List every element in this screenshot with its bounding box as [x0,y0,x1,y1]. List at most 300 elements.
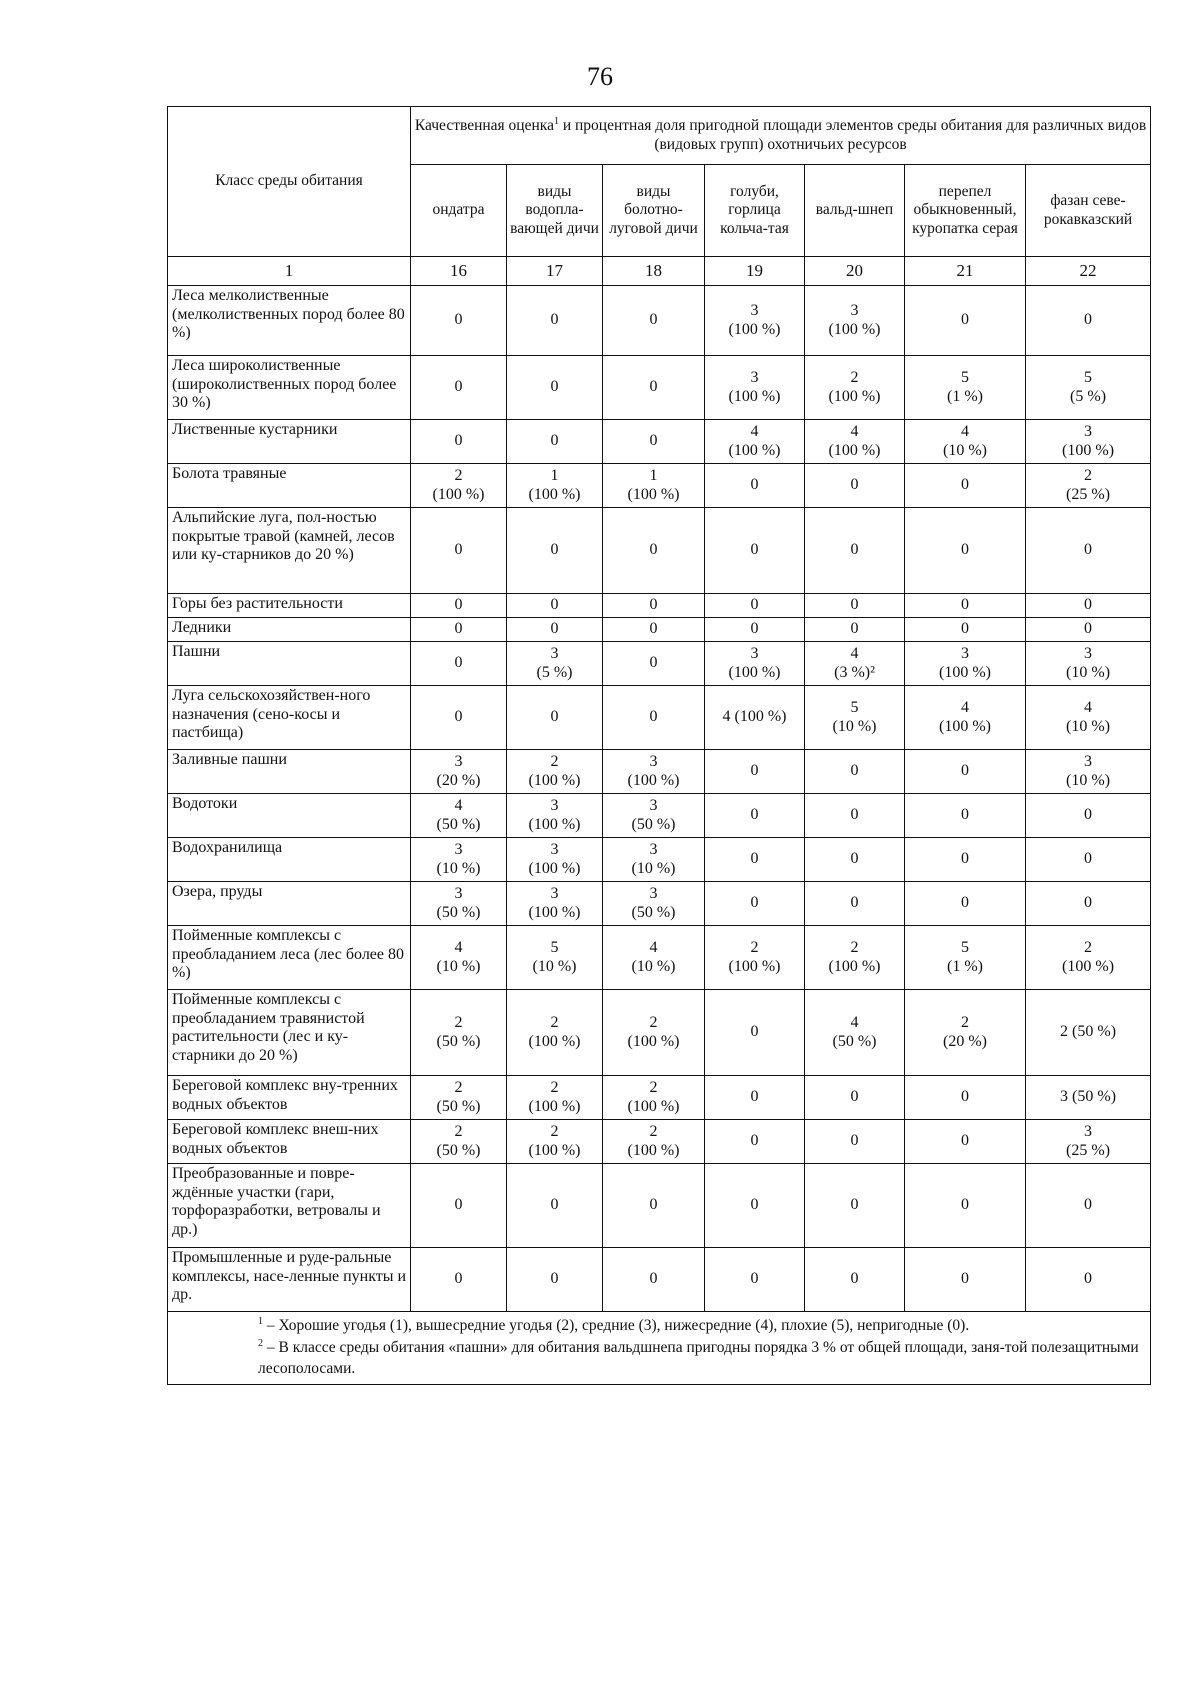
quality-score: 0 [850,596,859,614]
assessment-cell [411,926,507,990]
quality-score: 0 [961,311,969,329]
suitable-area-percent: (50 %) [436,1097,481,1115]
assessment-cell [705,1120,805,1164]
assessment-cell [411,286,507,356]
assessment-cell [705,686,805,750]
quality-score: 0 [850,1088,859,1106]
assessment-cell [1026,1076,1151,1120]
assessment-cell [411,686,507,750]
assessment-cell [603,1120,705,1164]
assessment-cell [805,420,905,464]
assessment-cell [603,1076,705,1120]
assessment-cell [705,508,805,594]
assessment-cell [507,1164,603,1248]
quality-score: 3 [550,840,559,858]
suitable-area-percent: (100 %) [728,441,781,459]
column-number: 16 [411,257,507,286]
quality-score: 0 [454,378,463,396]
assessment-cell [1026,990,1151,1076]
habitat-class-name: Ледники [168,618,411,642]
quality-score: 0 [454,596,463,614]
quality-score: 0 [750,762,759,780]
quality-score: 0 [649,708,658,726]
column-number: 1 [168,257,411,286]
assessment-cell [905,420,1026,464]
assessment-cell [411,1248,507,1312]
assessment-cell [705,750,805,794]
quality-score: 0 [750,476,759,494]
quality-score: 0 [961,596,969,614]
suitable-area-percent: (10 %) [943,441,987,459]
quality-score: 3 [649,884,658,902]
table-row [168,686,1151,750]
quality-score: 0 [649,378,658,396]
table-row [168,926,1151,990]
suitable-area-percent: (100 %) [828,441,881,459]
quality-score: 0 [750,806,759,824]
quality-score: 2 [550,752,559,770]
quality-score: 4 [1084,698,1093,716]
assessment-cell [705,926,805,990]
assessment-cell [507,1248,603,1312]
habitat-class-name: Горы без растительности [168,594,411,618]
suitable-area-percent: (50 %) [436,1141,481,1159]
suitable-area-percent: (10 %) [436,957,481,975]
assessment-cell [411,464,507,508]
suitable-area-percent: (100 %) [728,320,781,338]
quality-score: 0 [750,1270,759,1288]
suitable-area-percent: (10 %) [631,859,676,877]
suitable-area-percent: (100 %) [1062,441,1115,459]
quality-score: 0 [454,432,463,450]
suitable-area-percent: (10 %) [631,957,676,975]
suitable-area-percent: (100 %) [528,771,581,789]
quality-score: 0 [550,1270,559,1288]
quality-score: 0 [750,541,759,559]
assessment-cell [1026,420,1151,464]
quality-score: 0 [961,1196,969,1214]
assessment-cell [905,686,1026,750]
quality-score: 0 [750,1023,759,1041]
class-column-label: Класс среды обитания [215,172,363,190]
quality-score: 2 [649,1013,658,1031]
suitable-area-percent: (10 %) [832,717,877,735]
suitable-area-percent: (10 %) [1066,771,1111,789]
assessment-cell [411,838,507,882]
quality-score: 0 [649,1196,658,1214]
suitable-area-percent: (100 %) [939,717,991,735]
quality-score: 0 [1084,850,1093,868]
assessment-cell [1026,794,1151,838]
quality-score: 0 [850,850,859,868]
quality-score: 0 [454,1270,463,1288]
table-row [168,1076,1151,1120]
table-row [168,1120,1151,1164]
assessment-cell [805,464,905,508]
assessment-cell [1026,1248,1151,1312]
assessment-cell [705,464,805,508]
assessment-cell [603,594,705,618]
suitable-area-percent: (50 %) [631,815,676,833]
species-header: вальд-шнеп [805,165,905,257]
habitat-assessment-table [167,106,1151,1385]
quality-score: 0 [1084,1196,1093,1214]
quality-score: 2 [550,1013,559,1031]
assessment-cell [603,464,705,508]
habitat-class-name: Леса мелколиственные (мелколиственных пород более 80 %) [168,286,411,356]
assessment-cell [507,926,603,990]
suitable-area-percent: (100 %) [828,387,881,405]
assessment-cell [507,356,603,420]
quality-score: 0 [649,654,658,672]
assessment-cell [705,1248,805,1312]
suitable-area-percent: (25 %) [1066,485,1111,503]
assessment-cell [603,926,705,990]
suitable-area-percent: (5 %) [1070,387,1107,405]
quality-score: 0 [961,762,969,780]
suitable-area-percent: (5 %) [536,663,573,681]
table-row [168,1164,1151,1248]
assessment-cell [411,1076,507,1120]
assessment-cell [705,794,805,838]
table-row [168,794,1151,838]
footnote-1: $^1$ – Хорошие угодья (1), вышесредние угодья (2), средние (3), нижесредние (4), плохие (5), непригодные (0). [258,1315,970,1334]
suitable-area-percent: (10 %) [436,859,481,877]
table-row [168,356,1151,420]
quality-score: 0 [961,1132,969,1150]
assessment-cell [1026,618,1151,642]
quality-score: 3 [750,368,759,386]
quality-score: 0 [850,1196,859,1214]
quality-score: 0 [961,1088,969,1106]
assessment-cell [603,990,705,1076]
assessment-cell [1026,882,1151,926]
quality-score: 4 [850,422,859,440]
page-number: 76 [587,62,613,91]
quality-score: 0 [850,806,859,824]
footnotes [168,1312,1151,1385]
quality-score: 2 [454,1078,463,1096]
assessment-cell [603,286,705,356]
quality-score: 0 [649,311,658,329]
quality-score: 3 [454,840,463,858]
quality-score: 0 [550,541,559,559]
quality-score: 2 (50 %) [1060,1023,1117,1041]
quality-score: 0 [850,476,859,494]
quality-score: 0 [850,894,859,912]
suitable-area-percent: (100 %) [528,1032,581,1050]
assessment-cell [603,794,705,838]
class-column-header [168,107,411,257]
assessment-cell [411,356,507,420]
assessment-cell [1026,1164,1151,1248]
quality-score: 3 [850,301,859,319]
assessment-cell [805,618,905,642]
quality-score: 0 [550,620,559,638]
assessment-cell [507,838,603,882]
assessment-cell [507,1076,603,1120]
quality-score: 3 [550,796,559,814]
table-row [168,594,1151,618]
quality-score: 0 [750,894,759,912]
assessment-cell [805,1248,905,1312]
assessment-cell [507,594,603,618]
quality-score: 4 [850,644,859,662]
assessment-cell [805,642,905,686]
quality-score: 2 [1084,938,1093,956]
assessment-cell [603,1248,705,1312]
suitable-area-percent: (100 %) [528,1141,581,1159]
quality-score: 2 [454,1013,463,1031]
habitat-class-name: Береговой комплекс внеш-них водных объектов [168,1120,411,1164]
habitat-table-wrapper [167,106,1150,1385]
assessment-cell [1026,642,1151,686]
assessment-cell [507,990,603,1076]
assessment-cell [411,420,507,464]
suitable-area-percent: (20 %) [943,1032,987,1050]
assessment-cell [411,794,507,838]
assessment-cell [603,838,705,882]
quality-score: 0 [750,620,759,638]
assessment-cell [411,618,507,642]
quality-score: 0 [649,432,658,450]
assessment-cell [705,594,805,618]
suitable-area-percent: (50 %) [832,1032,877,1050]
quality-score: 0 [961,894,969,912]
quality-score: 3 [550,644,559,662]
habitat-class-name: Лиственные кустарники [168,420,411,464]
assessment-cell [1026,594,1151,618]
table-row [168,286,1151,356]
table-row [168,464,1151,508]
quality-score: 3 [454,884,463,902]
habitat-class-name: Пойменные комплексы с преобладанием травянистой растительности (лес и ку-старники до 20 %) [168,990,411,1076]
assessment-cell [507,286,603,356]
suitable-area-percent: (100 %) [528,859,581,877]
assessment-cell [905,642,1026,686]
species-header: голуби, горлица кольча-тая [705,165,805,257]
quality-score: 0 [750,1132,759,1150]
quality-score: 0 [454,654,463,672]
quality-score: 1 [550,466,559,484]
column-number: 19 [705,257,805,286]
quality-score: 0 [1084,806,1093,824]
suitable-area-percent: (100 %) [528,1097,581,1115]
habitat-class-name: Альпийские луга, пол-ностью покрытые травой (камней, лесов или ку-старников до 20 %) [168,508,411,594]
quality-score: 0 [454,541,463,559]
assessment-cell [603,1164,705,1248]
group-title-footnote-mark: 1 [553,116,559,128]
table-row [168,618,1151,642]
quality-score: 4 (100 %) [722,708,787,726]
assessment-cell [805,594,905,618]
quality-score: 0 [750,850,759,868]
quality-score: 1 [649,466,658,484]
assessment-cell [411,990,507,1076]
suitable-area-percent: (50 %) [436,1032,481,1050]
quality-score: 0 [850,762,859,780]
suitable-area-percent: (50 %) [436,815,481,833]
species-header: перепел обыкновенный, куропатка серая [905,165,1026,257]
suitable-area-percent: (100 %) [828,320,881,338]
suitable-area-percent: (100 %) [828,957,881,975]
habitat-class-name: Береговой комплекс вну-тренних водных объектов [168,1076,411,1120]
assessment-cell [1026,686,1151,750]
quality-score: 0 [850,541,859,559]
assessment-cell [905,926,1026,990]
quality-score: 3 [1084,1122,1093,1140]
assessment-cell [705,642,805,686]
quality-score: 3 (50 %) [1060,1088,1117,1106]
quality-score: 0 [649,541,658,559]
habitat-class-name: Болота травяные [168,464,411,508]
table-row [168,642,1151,686]
quality-score: 0 [750,596,759,614]
quality-score: 5 [850,698,859,716]
quality-score: 0 [961,620,969,638]
assessment-cell [905,618,1026,642]
assessment-cell [411,1120,507,1164]
suitable-area-percent: (100 %) [728,387,781,405]
assessment-cell [805,508,905,594]
quality-score: 2 [454,466,463,484]
suitable-area-percent: (1 %) [947,387,983,405]
suitable-area-percent: (100 %) [728,957,781,975]
quality-score: 0 [649,596,658,614]
habitat-class-name: Заливные пашни [168,750,411,794]
quality-score: 5 [1084,368,1093,386]
quality-score: 2 [750,938,759,956]
quality-score: 0 [850,1270,859,1288]
assessment-cell [411,750,507,794]
suitable-area-percent: (20 %) [436,771,481,789]
habitat-class-name: Озера, пруды [168,882,411,926]
footnote-2: $^2$ – В классе среды обитания «пашни» для обитания вальдшнепа пригодны порядка 3 % от общей площади, заня-той полезащитными лесополосами. [258,1337,1139,1378]
quality-score: 0 [1084,1270,1093,1288]
assessment-cell [1026,508,1151,594]
quality-score: 0 [1084,311,1093,329]
quality-score: 4 [961,422,969,440]
quality-score: 0 [1084,596,1093,614]
assessment-cell [507,794,603,838]
species-header: ондатра [411,165,507,257]
assessment-cell [411,594,507,618]
assessment-cell [507,642,603,686]
quality-score: 4 [961,698,969,716]
quality-score: 3 [649,840,658,858]
suitable-area-percent: (100 %) [627,1141,680,1159]
assessment-cell [905,990,1026,1076]
assessment-cell [1026,750,1151,794]
quality-score: 0 [550,596,559,614]
table-row [168,750,1151,794]
quality-score: 0 [649,620,658,638]
suitable-area-percent: (50 %) [436,903,481,921]
assessment-cell [507,618,603,642]
quality-score: 0 [1084,894,1093,912]
assessment-cell [905,594,1026,618]
assessment-cell [905,838,1026,882]
assessment-cell [905,882,1026,926]
suitable-area-percent: (10 %) [532,957,577,975]
species-header: виды водопла-вающей дичи [507,165,603,257]
quality-score: 5 [550,938,559,956]
quality-score: 2 [550,1122,559,1140]
quality-score: 2 [649,1078,658,1096]
assessment-cell [1026,356,1151,420]
quality-score: 2 [961,1013,969,1031]
assessment-cell [603,882,705,926]
quality-score: 5 [961,368,969,386]
assessment-cell [603,750,705,794]
quality-score: 3 [454,752,463,770]
assessment-cell [805,838,905,882]
quality-score: 2 [850,368,859,386]
quality-score: 3 [550,884,559,902]
assessment-cell [411,1164,507,1248]
assessment-cell [507,508,603,594]
suitable-area-percent: (1 %) [947,957,983,975]
suitable-area-percent: (100 %) [528,903,581,921]
quality-score: 0 [750,1088,759,1106]
quality-score: 4 [750,422,759,440]
quality-score: 0 [961,541,969,559]
table-row [168,838,1151,882]
table-row [168,1248,1151,1312]
column-number: 20 [805,257,905,286]
suitable-area-percent: (10 %) [1066,717,1111,735]
assessment-cell [705,990,805,1076]
habitat-class-name: Луга сельскохозяйствен-ного назначения (сено-косы и пастбища) [168,686,411,750]
assessment-cell [1026,464,1151,508]
suitable-area-percent: (100 %) [728,663,781,681]
quality-score: 2 [550,1078,559,1096]
quality-score: 2 [454,1122,463,1140]
quality-score: 0 [850,620,859,638]
assessment-cell [603,618,705,642]
assessment-cell [705,1076,805,1120]
group-title-rest: и процентная доля пригодной площади элементов среды обитания для различных видов (видовых групп) охотничьих ресурсов [558,117,1147,153]
assessment-cell [1026,838,1151,882]
quality-score: 2 [850,938,859,956]
suitable-area-percent: (100 %) [432,485,485,503]
quality-score: 0 [1084,541,1093,559]
assessment-cell [805,882,905,926]
assessment-cell [411,508,507,594]
species-header: фазан севе-рокавказский [1026,165,1151,257]
table-row [168,882,1151,926]
assessment-cell [905,1076,1026,1120]
assessment-cell [603,356,705,420]
quality-score: 0 [850,1132,859,1150]
assessment-cell [705,420,805,464]
assessment-cell [905,1164,1026,1248]
assessment-cell [805,794,905,838]
quality-score: 0 [961,1270,969,1288]
assessment-cell [805,926,905,990]
habitat-class-name: Леса широколиственные (широколиственных пород более 30 %) [168,356,411,420]
suitable-area-percent: (100 %) [627,1032,680,1050]
quality-score: 3 [649,796,658,814]
assessment-cell [705,618,805,642]
quality-score: 0 [1084,620,1093,638]
assessment-cell [905,508,1026,594]
quality-score: 4 [454,796,463,814]
assessment-cell [905,464,1026,508]
assessment-cell [705,882,805,926]
species-header: виды болотно-луговой дичи [603,165,705,257]
quality-score: 0 [550,708,559,726]
